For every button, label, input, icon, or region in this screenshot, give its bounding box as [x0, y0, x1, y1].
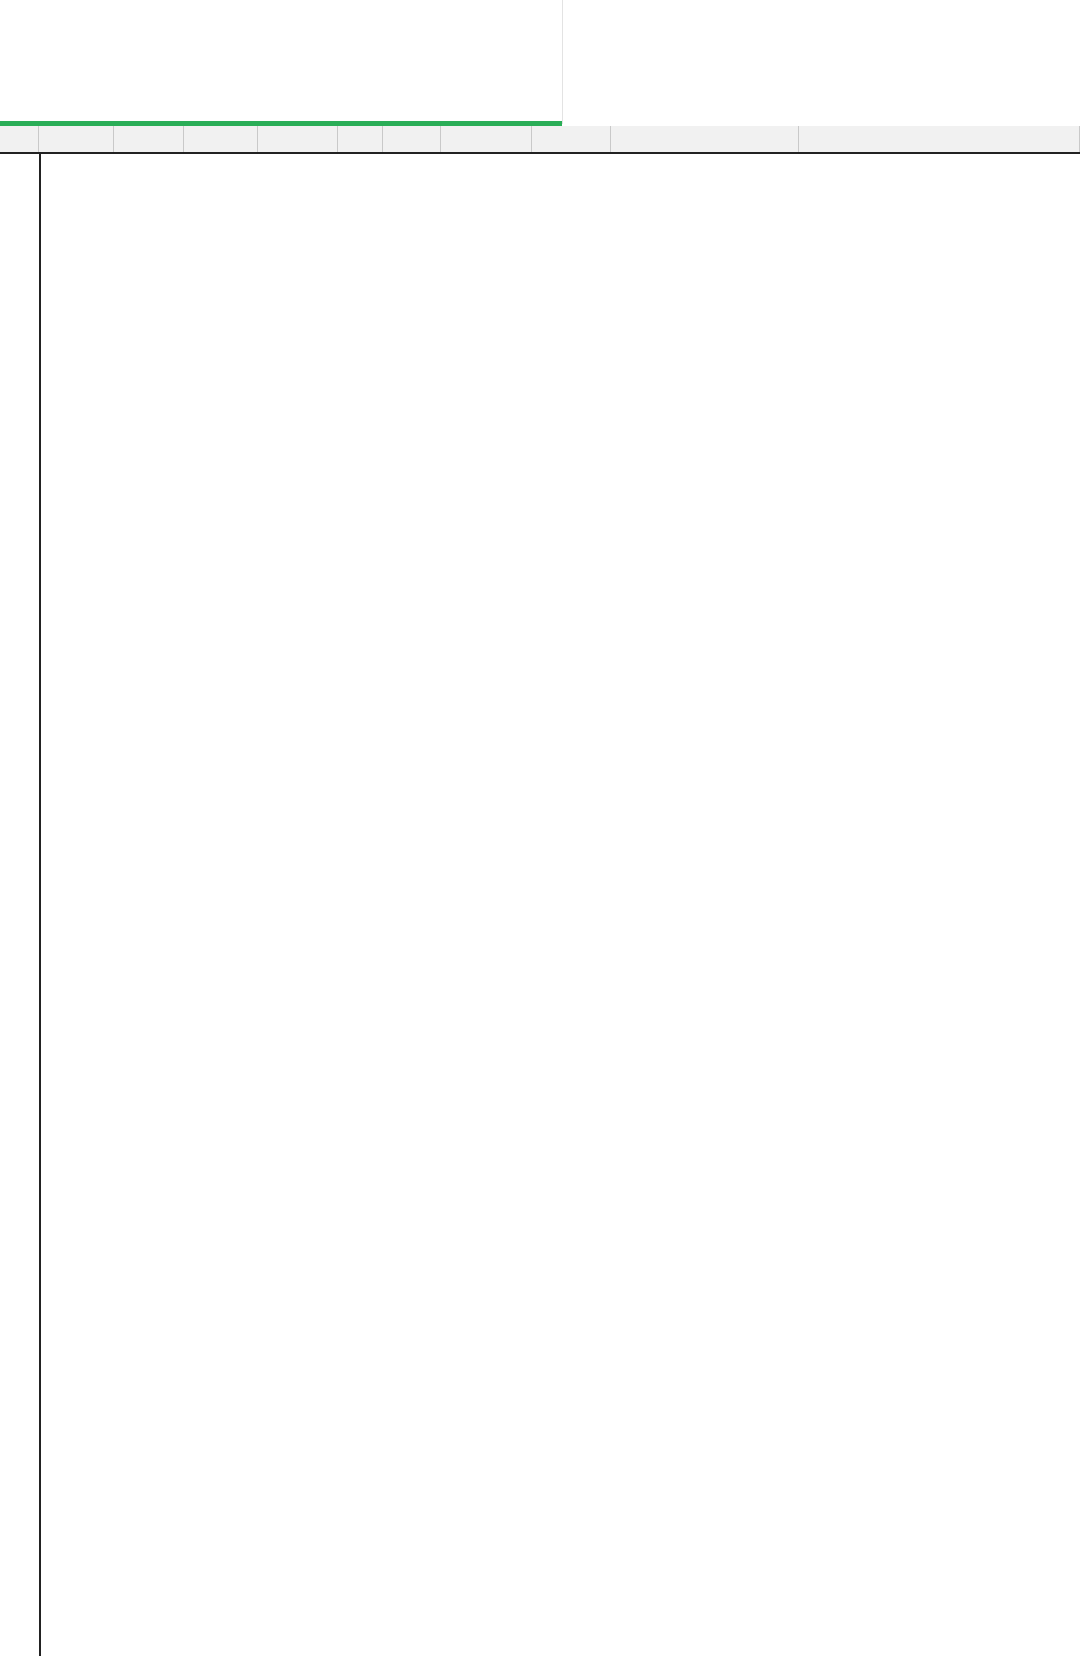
- column-header-h[interactable]: [441, 126, 532, 152]
- column-header-g[interactable]: [383, 126, 441, 152]
- column-header-e[interactable]: [258, 126, 338, 152]
- grid-left-border: [39, 152, 41, 1656]
- column-header-i[interactable]: [532, 126, 611, 152]
- column-header-c[interactable]: [114, 126, 184, 152]
- column-header-j[interactable]: [611, 126, 799, 152]
- column-header-d[interactable]: [184, 126, 258, 152]
- column-header-b[interactable]: [39, 126, 114, 152]
- column-header-f[interactable]: [338, 126, 383, 152]
- corner-cell[interactable]: [0, 126, 39, 152]
- title-panel: [0, 0, 563, 124]
- column-header-k[interactable]: [799, 126, 1080, 152]
- header-blank-area: [563, 0, 1080, 126]
- column-header-bar: [0, 126, 1080, 154]
